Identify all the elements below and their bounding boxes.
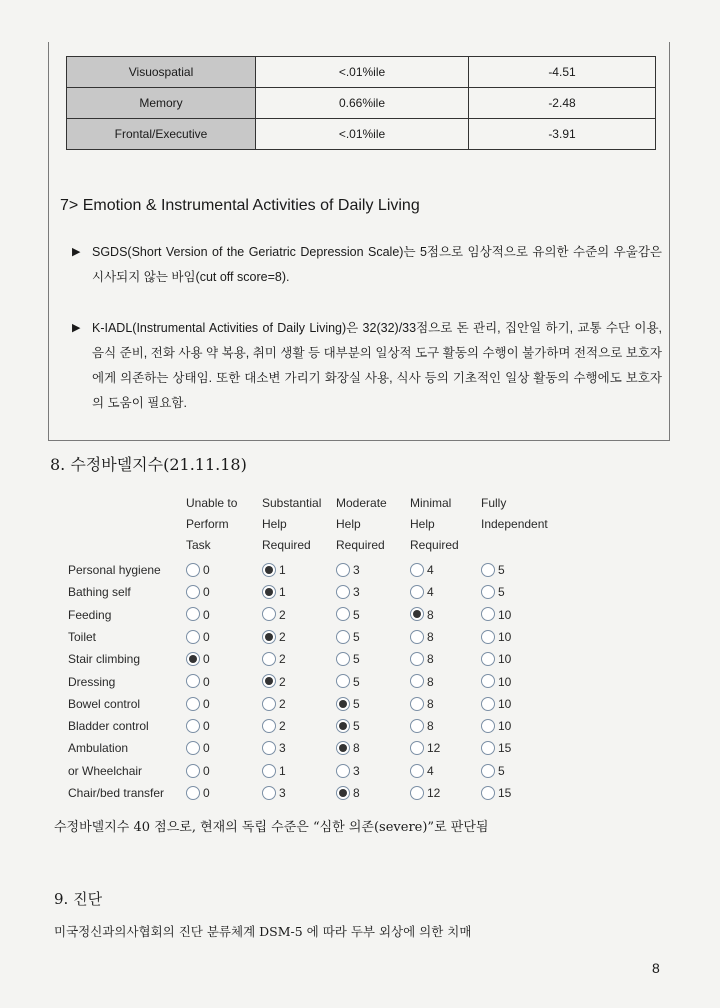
barthel-option[interactable] [410,562,434,577]
radio-selected-icon[interactable] [262,585,276,599]
barthel-option[interactable] [336,763,360,778]
barthel-item-label: Personal hygiene [68,563,161,577]
barthel-option[interactable] [336,674,360,689]
option-score: 0 [203,607,210,622]
radio-empty-icon[interactable] [481,630,495,644]
radio-empty-icon[interactable] [336,630,350,644]
radio-empty-icon[interactable] [481,652,495,666]
option-score: 4 [427,585,434,600]
option-score: 3 [353,585,360,600]
radio-empty-icon[interactable] [186,764,200,778]
radio-empty-icon[interactable] [410,630,424,644]
table-row [67,88,656,119]
percentile-cell: 0.66%ile [256,88,469,119]
barthel-option[interactable] [410,740,440,755]
option-score: 3 [353,763,360,778]
barthel-option[interactable] [410,718,434,733]
table-row [67,119,656,150]
option-score: 2 [279,629,286,644]
option-score: 8 [427,652,434,667]
radio-selected-icon[interactable] [336,719,350,733]
option-score: 0 [203,562,210,577]
option-score: 15 [498,741,512,756]
barthel-option[interactable] [481,629,511,644]
option-score: 5 [353,674,360,689]
barthel-option[interactable] [186,785,210,800]
scale-column-header-line: Minimal [410,496,452,510]
scale-column-header-line: Fully [481,496,507,510]
barthel-option[interactable] [481,651,511,666]
section-7-title: 7> Emotion & Instrumental Activities of Daily Living [60,197,420,214]
barthel-option[interactable] [410,584,434,599]
kiadl-text: K-IADL(Instrumental Activities of Daily Living)은 32(32)/33점으로 돈 관리, 집안일 하기, 교통 수단 이용, 음식 준비, 전화 사용 약 복용, 취미 생활 등 대부분의 일상적 도구 활동의 수행이 불가하며 전적으로 보호자에게 의존하는 상태임. 또한 대소변 가리기 화장실 사용, 식사 등의 기초적인 일상 활동의 수행에도 보호자의 도움이 필요함. [92,321,662,410]
scale-column-header-line: Moderate [336,496,387,510]
scale-column-header-line: Help [336,517,361,531]
option-score: 0 [203,652,210,667]
radio-empty-icon[interactable] [481,741,495,755]
scale-column-header-line: Unable to [186,496,238,510]
barthel-option[interactable] [410,785,440,800]
barthel-option[interactable] [186,696,210,711]
option-score: 3 [279,785,286,800]
radio-empty-icon[interactable] [481,786,495,800]
barthel-item-label: Feeding [68,607,112,622]
scale-column-header-line: Help [262,517,287,531]
radio-empty-icon[interactable] [410,741,424,755]
barthel-option[interactable] [481,584,505,599]
option-score: 0 [203,741,210,756]
radio-selected-icon[interactable] [336,786,350,800]
scale-column-header [336,493,387,556]
option-score: 8 [427,718,434,733]
option-score: 2 [279,696,286,711]
domain-cell: Memory [67,88,256,119]
radio-empty-icon[interactable] [410,697,424,711]
barthel-item-label: Chair/bed transfer [68,786,165,800]
sgds-text: SGDS(Short Version of the Geriatric Depression Scale)는 5점으로 임상적으로 유의한 수준의 우울감은 시사되지 않는 바임(cut off score=8). [92,245,662,284]
barthel-item-label: Stair climbing [68,652,141,667]
radio-empty-icon[interactable] [410,786,424,800]
barthel-option[interactable] [186,740,210,755]
radio-empty-icon[interactable] [410,652,424,666]
radio-empty-icon[interactable] [481,697,495,711]
barthel-option[interactable] [262,763,286,778]
option-score: 1 [279,562,286,577]
radio-selected-icon[interactable] [262,563,276,577]
option-score: 0 [203,674,210,689]
radio-empty-icon[interactable] [186,697,200,711]
radio-empty-icon[interactable] [262,786,276,800]
scale-column-header [262,493,321,556]
option-score: 0 [203,585,210,600]
barthel-option[interactable] [336,629,360,644]
barthel-summary: 수정바델지수 40 점으로, 현재의 독립 수준은 “심한 의존(severe)”로 판단됨 [54,820,489,835]
option-score: 8 [353,741,360,756]
radio-empty-icon[interactable] [336,563,350,577]
option-score: 10 [498,718,512,733]
option-score: 8 [427,607,434,622]
barthel-option[interactable] [336,607,360,622]
option-score: 10 [498,652,512,667]
radio-selected-icon[interactable] [336,741,350,755]
option-score: 0 [203,696,210,711]
barthel-option[interactable] [336,785,360,800]
radio-empty-icon[interactable] [186,630,200,644]
barthel-option[interactable] [481,562,505,577]
radio-selected-icon[interactable] [262,674,276,688]
radio-selected-icon[interactable] [336,697,350,711]
option-score: 3 [353,562,360,577]
scale-column-header-line: Required [336,538,385,552]
barthel-option[interactable] [410,651,434,666]
radio-selected-icon[interactable] [410,607,424,621]
barthel-item-label: or Wheelchair [68,763,143,778]
percentile-cell: <.01%ile [256,57,469,88]
scale-column-header-line: Task [186,538,211,552]
radio-empty-icon[interactable] [262,652,276,666]
barthel-item-label: Dressing [68,674,116,689]
radio-empty-icon[interactable] [336,585,350,599]
radio-empty-icon[interactable] [410,674,424,688]
barthel-option[interactable] [262,562,286,577]
radio-empty-icon[interactable] [410,719,424,733]
radio-empty-icon[interactable] [186,607,200,621]
sgds-paragraph [72,240,662,290]
barthel-option[interactable] [481,696,511,711]
radio-empty-icon[interactable] [481,764,495,778]
option-score: 5 [353,607,360,622]
domain-cell: Frontal/Executive [67,119,256,150]
radio-empty-icon[interactable] [186,674,200,688]
barthel-option[interactable] [186,629,210,644]
cognitive-score-table [66,56,656,150]
barthel-option[interactable] [262,696,286,711]
radio-selected-icon[interactable] [186,652,200,666]
option-score: 8 [427,696,434,711]
radio-empty-icon[interactable] [186,563,200,577]
option-score: 10 [498,674,512,689]
option-score: 0 [203,629,210,644]
option-score: 12 [427,785,441,800]
table-row [67,57,656,88]
scale-column-header-line: Help [410,517,435,531]
barthel-option[interactable] [481,785,511,800]
radio-empty-icon[interactable] [186,719,200,733]
barthel-option[interactable] [336,696,360,711]
radio-empty-icon[interactable] [262,741,276,755]
barthel-option[interactable] [262,785,286,800]
radio-empty-icon[interactable] [186,786,200,800]
scale-column-header-line: Independent [481,517,548,531]
scale-column-header-line [481,535,548,556]
option-score: 10 [498,696,512,711]
radio-empty-icon[interactable] [481,719,495,733]
barthel-option[interactable] [262,651,286,666]
domain-cell: Visuospatial [67,57,256,88]
barthel-item-label: Bladder control [68,719,149,734]
option-score: 5 [353,696,360,711]
option-score: 5 [498,585,505,600]
barthel-option[interactable] [186,562,210,577]
barthel-option[interactable] [410,696,434,711]
barthel-option[interactable] [262,629,286,644]
scale-column-header-line: Perform [186,517,229,531]
barthel-option[interactable] [186,763,210,778]
radio-empty-icon[interactable] [336,764,350,778]
scale-column-header [481,493,548,556]
barthel-item-label: Toilet [68,629,97,644]
option-score: 8 [427,674,434,689]
radio-empty-icon[interactable] [262,764,276,778]
radio-empty-icon[interactable] [262,719,276,733]
radio-empty-icon[interactable] [410,585,424,599]
radio-empty-icon[interactable] [336,652,350,666]
scale-column-header-line: Required [410,538,459,552]
option-score: 5 [498,763,505,778]
barthel-option[interactable] [186,674,210,689]
barthel-option[interactable] [186,718,210,733]
barthel-option[interactable] [336,584,360,599]
scale-column-header-line: Substantial [262,496,322,510]
barthel-option[interactable] [336,651,360,666]
barthel-option[interactable] [186,651,210,666]
bullet-triangle-icon: ▶ [72,322,81,334]
radio-empty-icon[interactable] [481,585,495,599]
option-score: 5 [353,652,360,667]
barthel-option[interactable] [186,584,210,599]
kiadl-paragraph [72,316,662,416]
option-score: 10 [498,629,512,644]
bullet-triangle-icon: ▶ [72,246,81,258]
barthel-option[interactable] [410,763,434,778]
barthel-option[interactable] [262,718,286,733]
radio-empty-icon[interactable] [336,674,350,688]
radio-empty-icon[interactable] [481,563,495,577]
barthel-option[interactable] [262,607,286,622]
barthel-item-label: Bowel control [68,696,141,711]
z-score-cell: -2.48 [469,88,656,119]
barthel-option[interactable] [410,607,434,622]
radio-empty-icon[interactable] [186,585,200,599]
radio-empty-icon[interactable] [262,607,276,621]
radio-empty-icon[interactable] [410,764,424,778]
page-number: 8 [652,960,660,976]
radio-empty-icon[interactable] [481,607,495,621]
option-score: 4 [427,763,434,778]
option-score: 0 [203,718,210,733]
barthel-option[interactable] [262,740,286,755]
option-score: 5 [353,629,360,644]
z-score-cell: -3.91 [469,119,656,150]
scale-column-header [186,493,237,556]
section-8-title: 8. 수정바델지수(21.11.18) [50,455,247,474]
barthel-option[interactable] [481,607,511,622]
barthel-option[interactable] [481,740,511,755]
option-score: 1 [279,585,286,600]
option-score: 12 [427,741,441,756]
option-score: 8 [427,629,434,644]
barthel-option[interactable] [336,562,360,577]
scale-column-header [410,493,459,556]
option-score: 0 [203,763,210,778]
barthel-item-label: Ambulation [68,741,129,756]
z-score-cell: -4.51 [469,57,656,88]
radio-empty-icon[interactable] [262,697,276,711]
radio-empty-icon[interactable] [481,674,495,688]
radio-empty-icon[interactable] [410,563,424,577]
scale-column-header-line: Required [262,538,311,552]
barthel-option[interactable] [336,718,360,733]
barthel-option[interactable] [336,740,360,755]
barthel-option[interactable] [186,607,210,622]
barthel-item-label: Bathing self [68,585,131,600]
option-score: 0 [203,785,210,800]
diagnosis-text: 미국정신과의사협회의 진단 분류체계 DSM-5 에 따라 두부 외상에 의한 치매 [54,924,472,939]
option-score: 1 [279,763,286,778]
barthel-option[interactable] [481,763,505,778]
barthel-option[interactable] [481,718,511,733]
barthel-option[interactable] [481,674,511,689]
option-score: 2 [279,652,286,667]
option-score: 3 [279,741,286,756]
percentile-cell: <.01%ile [256,119,469,150]
option-score: 10 [498,607,512,622]
option-score: 8 [353,785,360,800]
option-score: 5 [498,562,505,577]
option-score: 15 [498,785,512,800]
barthel-option[interactable] [410,629,434,644]
radio-selected-icon[interactable] [262,630,276,644]
option-score: 5 [353,718,360,733]
barthel-option[interactable] [262,584,286,599]
radio-empty-icon[interactable] [186,741,200,755]
radio-empty-icon[interactable] [336,607,350,621]
option-score: 4 [427,562,434,577]
barthel-option[interactable] [262,674,286,689]
option-score: 2 [279,607,286,622]
option-score: 2 [279,718,286,733]
section-9-title: 9. 진단 [54,890,103,908]
option-score: 2 [279,674,286,689]
barthel-option[interactable] [410,674,434,689]
